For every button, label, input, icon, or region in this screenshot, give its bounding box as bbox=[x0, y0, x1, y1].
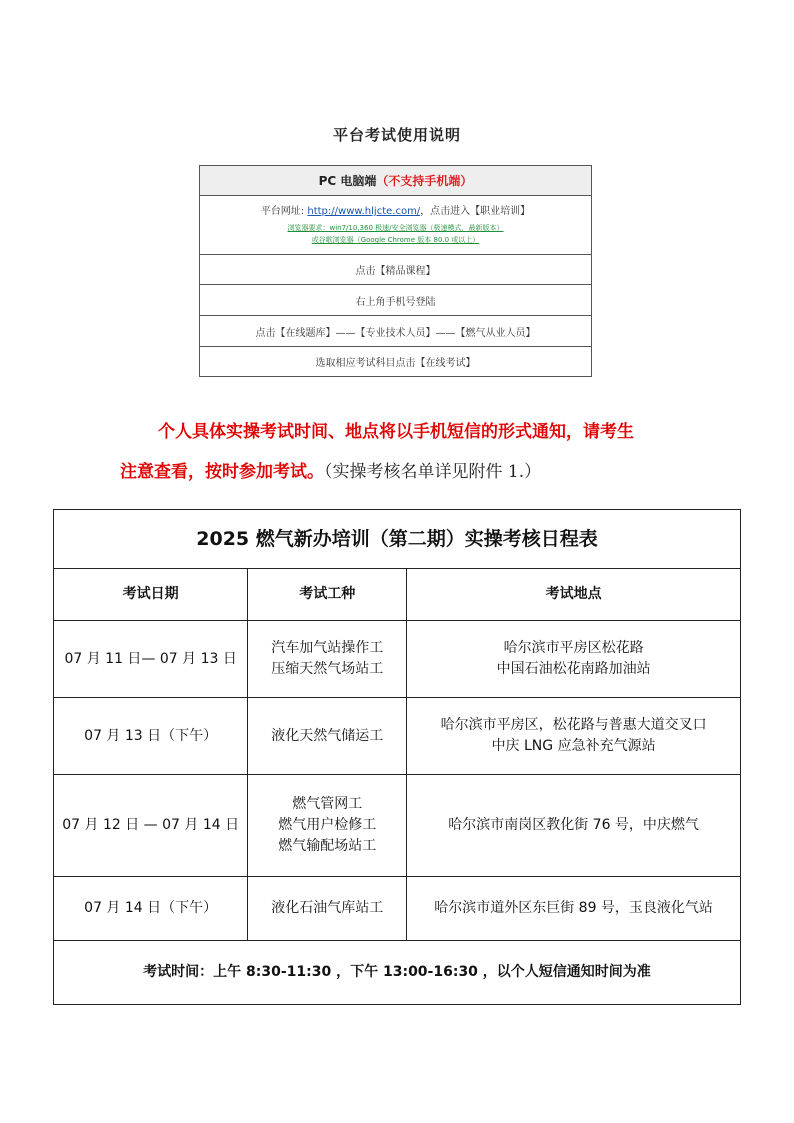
notice-text-1: 个人具体实操考试时间、地点将以手机短信的形式通知，请考生 bbox=[158, 422, 634, 442]
step-3: 点击【在线题库】——【专业技术人员】——【燃气从业人员】 bbox=[200, 316, 592, 347]
step-4: 选取相应考试科目点击【在线考试】 bbox=[200, 347, 592, 377]
step-row bbox=[200, 316, 592, 347]
schedule-title-row bbox=[54, 510, 741, 569]
exam-type: 压缩天然气场站工 bbox=[271, 661, 384, 677]
notice-paragraph bbox=[120, 412, 720, 492]
schedule-header-row bbox=[54, 569, 741, 621]
exam-type: 液化石油气库站工 bbox=[271, 900, 384, 916]
platform-url-link[interactable]: http://www.hljcte.com/ bbox=[307, 206, 421, 217]
exam-type: 液化天然气储运工 bbox=[271, 727, 384, 744]
instructions-table bbox=[199, 165, 592, 377]
url-line bbox=[202, 204, 589, 220]
table-row bbox=[54, 877, 741, 941]
url-suffix: ，点击进入【职业培训】 bbox=[420, 206, 531, 217]
browser-requirement-2: 或谷歌浏览器（Google Chrome 版本 80.0 或以上） bbox=[311, 236, 480, 244]
page-title: 平台考试使用说明 bbox=[332, 126, 461, 144]
exam-type: 燃气用户检修工 bbox=[278, 817, 377, 833]
step-2: 右上角手机号登陆 bbox=[200, 285, 592, 316]
step-1: 点击【精品课程】 bbox=[200, 255, 592, 285]
schedule-footer-row bbox=[54, 941, 741, 1005]
exam-type: 燃气管网工 bbox=[292, 796, 363, 812]
notice-attachment-note: （实操考核名单详见附件 1.） bbox=[324, 462, 542, 482]
location-line: 哈尔滨市南岗区教化街 76 号，中庆燃气 bbox=[448, 817, 699, 833]
row-location bbox=[407, 775, 741, 877]
browser-requirement-1: 浏览器要求：win7/10,360 极速/安全浏览器（极速模式，最新版本） bbox=[287, 224, 504, 232]
row-date: 07 月 13 日（下午） bbox=[54, 698, 248, 775]
instructions-header-row bbox=[200, 166, 592, 196]
row-date: 07 月 12 日 — 07 月 14 日 bbox=[54, 775, 248, 877]
notice-line-2 bbox=[120, 452, 720, 492]
table-row bbox=[54, 698, 741, 775]
location-line: 中庆 LNG 应急补充气源站 bbox=[491, 738, 656, 754]
row-types bbox=[248, 775, 407, 877]
row-location bbox=[407, 698, 741, 775]
url-cell bbox=[200, 196, 592, 255]
schedule-table bbox=[53, 509, 741, 1005]
notice-text-2: 注意查看，按时参加考试。 bbox=[120, 462, 324, 482]
step-row bbox=[200, 255, 592, 285]
location-line: 哈尔滨市平房区，松花路与普惠大道交叉口 bbox=[440, 717, 707, 733]
header-type: 考试工种 bbox=[248, 569, 407, 621]
row-date: 07 月 14 日（下午） bbox=[54, 877, 248, 941]
table-row bbox=[54, 775, 741, 877]
step-row bbox=[200, 285, 592, 316]
header-main: PC 电脑端 bbox=[318, 174, 377, 188]
header-note: （不支持手机端） bbox=[376, 174, 473, 188]
location-line: 中国石油松花南路加油站 bbox=[496, 661, 651, 677]
header-date: 考试日期 bbox=[54, 569, 248, 621]
header-location: 考试地点 bbox=[407, 569, 741, 621]
location-line: 哈尔滨市道外区东巨街 89 号，玉良液化气站 bbox=[434, 900, 713, 916]
row-location bbox=[407, 877, 741, 941]
location-line: 哈尔滨市平房区松花路 bbox=[503, 640, 644, 656]
url-row bbox=[200, 196, 592, 255]
schedule-title: 2025 燃气新办培训（第二期）实操考核日程表 bbox=[54, 510, 741, 569]
step-row bbox=[200, 347, 592, 377]
url-prefix: 平台网址: bbox=[260, 206, 305, 217]
row-types bbox=[248, 621, 407, 698]
instructions-header bbox=[200, 166, 592, 196]
row-location bbox=[407, 621, 741, 698]
notice-line-1 bbox=[120, 412, 720, 452]
row-date: 07 月 11 日— 07 月 13 日 bbox=[54, 621, 248, 698]
exam-type: 汽车加气站操作工 bbox=[271, 640, 384, 656]
exam-type: 燃气输配场站工 bbox=[278, 838, 377, 854]
row-types bbox=[248, 877, 407, 941]
row-types bbox=[248, 698, 407, 775]
table-row bbox=[54, 621, 741, 698]
exam-time-footer: 考试时间：上午 8:30-11:30 ，下午 13:00-16:30 ，以个人短信通知时间为准 bbox=[54, 941, 741, 1005]
